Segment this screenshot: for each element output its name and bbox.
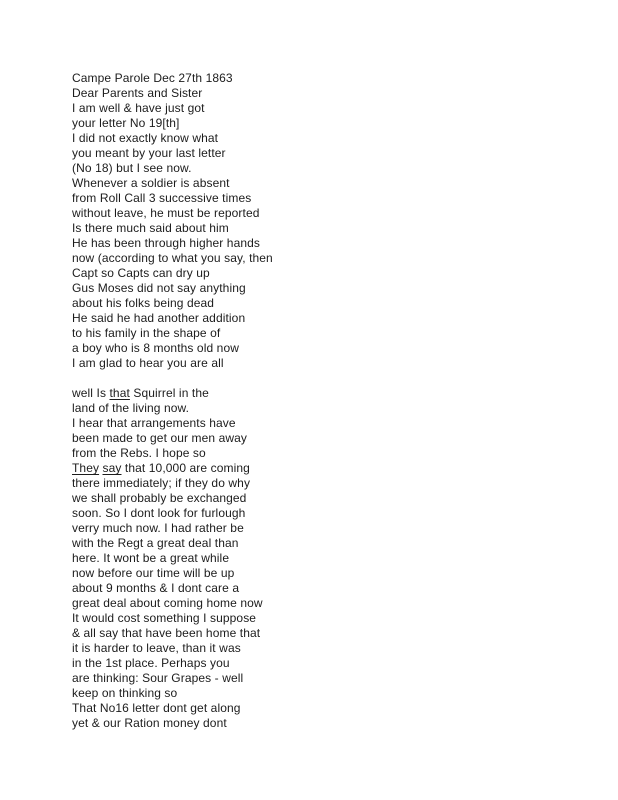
letter-page bbox=[72, 71, 572, 731]
letter-text: land of the living now. bbox=[72, 401, 190, 415]
letter-line bbox=[72, 626, 572, 641]
letter-line bbox=[72, 326, 572, 341]
letter-text: great deal about coming home now bbox=[72, 596, 263, 610]
letter-text: Campe Parole Dec 27th 1863 bbox=[72, 71, 233, 85]
letter-line bbox=[72, 431, 572, 446]
letter-line bbox=[72, 551, 572, 566]
letter-text: Is there much said about him bbox=[72, 221, 229, 235]
letter-line bbox=[72, 566, 572, 581]
letter-text: with the Regt a great deal than bbox=[72, 536, 239, 550]
letter-line bbox=[72, 461, 572, 476]
letter-line bbox=[72, 686, 572, 701]
letter-text: to his family in the shape of bbox=[72, 326, 221, 340]
letter-body bbox=[72, 71, 572, 731]
letter-text: it is harder to leave, than it was bbox=[72, 641, 241, 655]
letter-text: It would cost something I suppose bbox=[72, 611, 257, 625]
letter-text: from the Rebs. I hope so bbox=[72, 446, 206, 460]
letter-line bbox=[72, 401, 572, 416]
letter-text: your letter No 19[th] bbox=[72, 116, 180, 130]
letter-line bbox=[72, 146, 572, 161]
letter-line bbox=[72, 716, 572, 731]
letter-line bbox=[72, 386, 572, 401]
letter-text: well Is bbox=[72, 386, 110, 400]
letter-line bbox=[72, 266, 572, 281]
letter-text: now before our time will be up bbox=[72, 566, 235, 580]
letter-line bbox=[72, 536, 572, 551]
letter-text: He has been through higher hands bbox=[72, 236, 261, 250]
letter-block bbox=[72, 71, 572, 371]
letter-line bbox=[72, 71, 572, 86]
letter-line bbox=[72, 206, 572, 221]
letter-line bbox=[72, 656, 572, 671]
letter-block bbox=[72, 386, 572, 731]
letter-line bbox=[72, 116, 572, 131]
letter-text: here. It wont be a great while bbox=[72, 551, 230, 565]
letter-text: He said he had another addition bbox=[72, 311, 246, 325]
letter-line bbox=[72, 491, 572, 506]
letter-text: we shall probably be exchanged bbox=[72, 491, 247, 505]
letter-text: I hear that arrangements have bbox=[72, 416, 236, 430]
letter-line bbox=[72, 416, 572, 431]
letter-line bbox=[72, 191, 572, 206]
letter-line bbox=[72, 221, 572, 236]
underlined-text: that bbox=[109, 386, 130, 400]
letter-text: verry much now. I had rather be bbox=[72, 521, 244, 535]
letter-line bbox=[72, 596, 572, 611]
letter-line bbox=[72, 281, 572, 296]
letter-line bbox=[72, 671, 572, 686]
letter-text: Gus Moses did not say anything bbox=[72, 281, 246, 295]
letter-text: now (according to what you say, then bbox=[72, 251, 273, 265]
letter-text: without leave, he must be reported bbox=[72, 206, 260, 220]
letter-text: that 10,000 are coming bbox=[121, 461, 250, 475]
letter-line bbox=[72, 641, 572, 656]
letter-text: That No16 letter dont get along bbox=[72, 701, 241, 715]
letter-line bbox=[72, 506, 572, 521]
letter-line bbox=[72, 521, 572, 536]
letter-text: from Roll Call 3 successive times bbox=[72, 191, 252, 205]
letter-line bbox=[72, 161, 572, 176]
letter-text: been made to get our men away bbox=[72, 431, 248, 445]
letter-text: Whenever a soldier is absent bbox=[72, 176, 230, 190]
letter-text: are thinking: Sour Grapes - well bbox=[72, 671, 244, 685]
letter-line bbox=[72, 101, 572, 116]
letter-text: soon. So I dont look for furlough bbox=[72, 506, 246, 520]
letter-text: I did not exactly know what bbox=[72, 131, 219, 145]
letter-line bbox=[72, 701, 572, 716]
letter-line bbox=[72, 236, 572, 251]
letter-text: about 9 months & I dont care a bbox=[72, 581, 240, 595]
letter-text: you meant by your last letter bbox=[72, 146, 226, 160]
letter-line bbox=[72, 131, 572, 146]
letter-text: I am well & have just got bbox=[72, 101, 205, 115]
letter-text: Capt so Capts can dry up bbox=[72, 266, 210, 280]
letter-text: about his folks being dead bbox=[72, 296, 215, 310]
letter-text: I am glad to hear you are all bbox=[72, 356, 224, 370]
letter-text: yet & our Ration money dont bbox=[72, 716, 227, 730]
letter-text: in the 1st place. Perhaps you bbox=[72, 656, 230, 670]
letter-line bbox=[72, 611, 572, 626]
letter-line bbox=[72, 341, 572, 356]
letter-line bbox=[72, 476, 572, 491]
letter-text: (No 18) but I see now. bbox=[72, 161, 192, 175]
letter-text: keep on thinking so bbox=[72, 686, 178, 700]
letter-text: & all say that have been home that bbox=[72, 626, 261, 640]
letter-line bbox=[72, 296, 572, 311]
letter-text: Squirrel in the bbox=[129, 386, 209, 400]
letter-line bbox=[72, 176, 572, 191]
letter-line bbox=[72, 86, 572, 101]
letter-text: Dear Parents and Sister bbox=[72, 86, 203, 100]
letter-line bbox=[72, 356, 572, 371]
letter-line bbox=[72, 581, 572, 596]
letter-text: a boy who is 8 months old now bbox=[72, 341, 239, 355]
underlined-text: say bbox=[102, 461, 122, 475]
letter-line bbox=[72, 251, 572, 266]
underlined-text: They bbox=[72, 461, 100, 475]
letter-text: there immediately; if they do why bbox=[72, 476, 251, 490]
letter-line bbox=[72, 311, 572, 326]
letter-line bbox=[72, 446, 572, 461]
